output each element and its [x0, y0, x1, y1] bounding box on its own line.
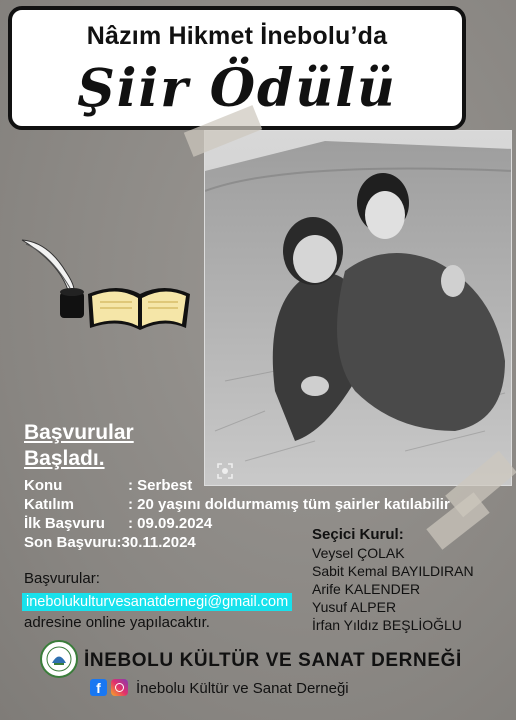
- social-account-name[interactable]: İnebolu Kültür ve Sanat Derneği: [136, 680, 349, 697]
- heading-line-1: Başvurular: [24, 421, 134, 444]
- detail-value: : 09.09.2024: [128, 515, 213, 532]
- applications-instruction: adresine online yapılacaktır.: [24, 614, 210, 631]
- quill-book-illustration: [18, 232, 198, 342]
- detail-key: Katılım: [24, 496, 75, 513]
- jury-member: Arife KALENDER: [312, 581, 421, 597]
- instagram-icon[interactable]: [111, 679, 128, 696]
- jury-member: Veysel ÇOLAK: [312, 545, 405, 561]
- jury-list: [312, 526, 474, 634]
- jury-member: İrfan Yıldız BEŞLİOĞLU: [312, 617, 462, 633]
- jury-member: Sabit Kemal BAYILDIRAN: [312, 563, 474, 579]
- detail-value: : Serbest: [128, 477, 193, 494]
- detail-key: Son Başvuru: [24, 534, 117, 551]
- detail-row: [24, 495, 450, 514]
- facebook-icon[interactable]: f: [90, 679, 107, 696]
- jury-heading: Seçici Kurul:: [312, 526, 404, 543]
- email-link[interactable]: inebolukulturvesanatdernegi@gmail.com: [22, 593, 292, 611]
- detail-value: :30.11.2024: [116, 534, 196, 551]
- detail-row: [24, 476, 450, 495]
- detail-key: Konu: [24, 477, 63, 494]
- title-subtitle: Nâzım Hikmet İnebolu’da: [86, 22, 388, 50]
- heading-line-2: Başladı.: [24, 447, 105, 470]
- applications-heading: [24, 420, 134, 472]
- detail-key: İlk Başvuru: [24, 515, 105, 532]
- association-logo: [40, 640, 78, 678]
- organization-name: İNEBOLU KÜLTÜR VE SANAT DERNEĞİ: [84, 650, 462, 671]
- applications-label: Başvurular:: [24, 570, 100, 587]
- jury-member: Yusuf ALPER: [312, 599, 397, 615]
- title-main: Şiir Ödülü: [77, 58, 397, 119]
- historic-photo: [204, 130, 512, 486]
- detail-value: : 20 yaşını doldurmamış tüm şairler katılabilir: [128, 496, 450, 513]
